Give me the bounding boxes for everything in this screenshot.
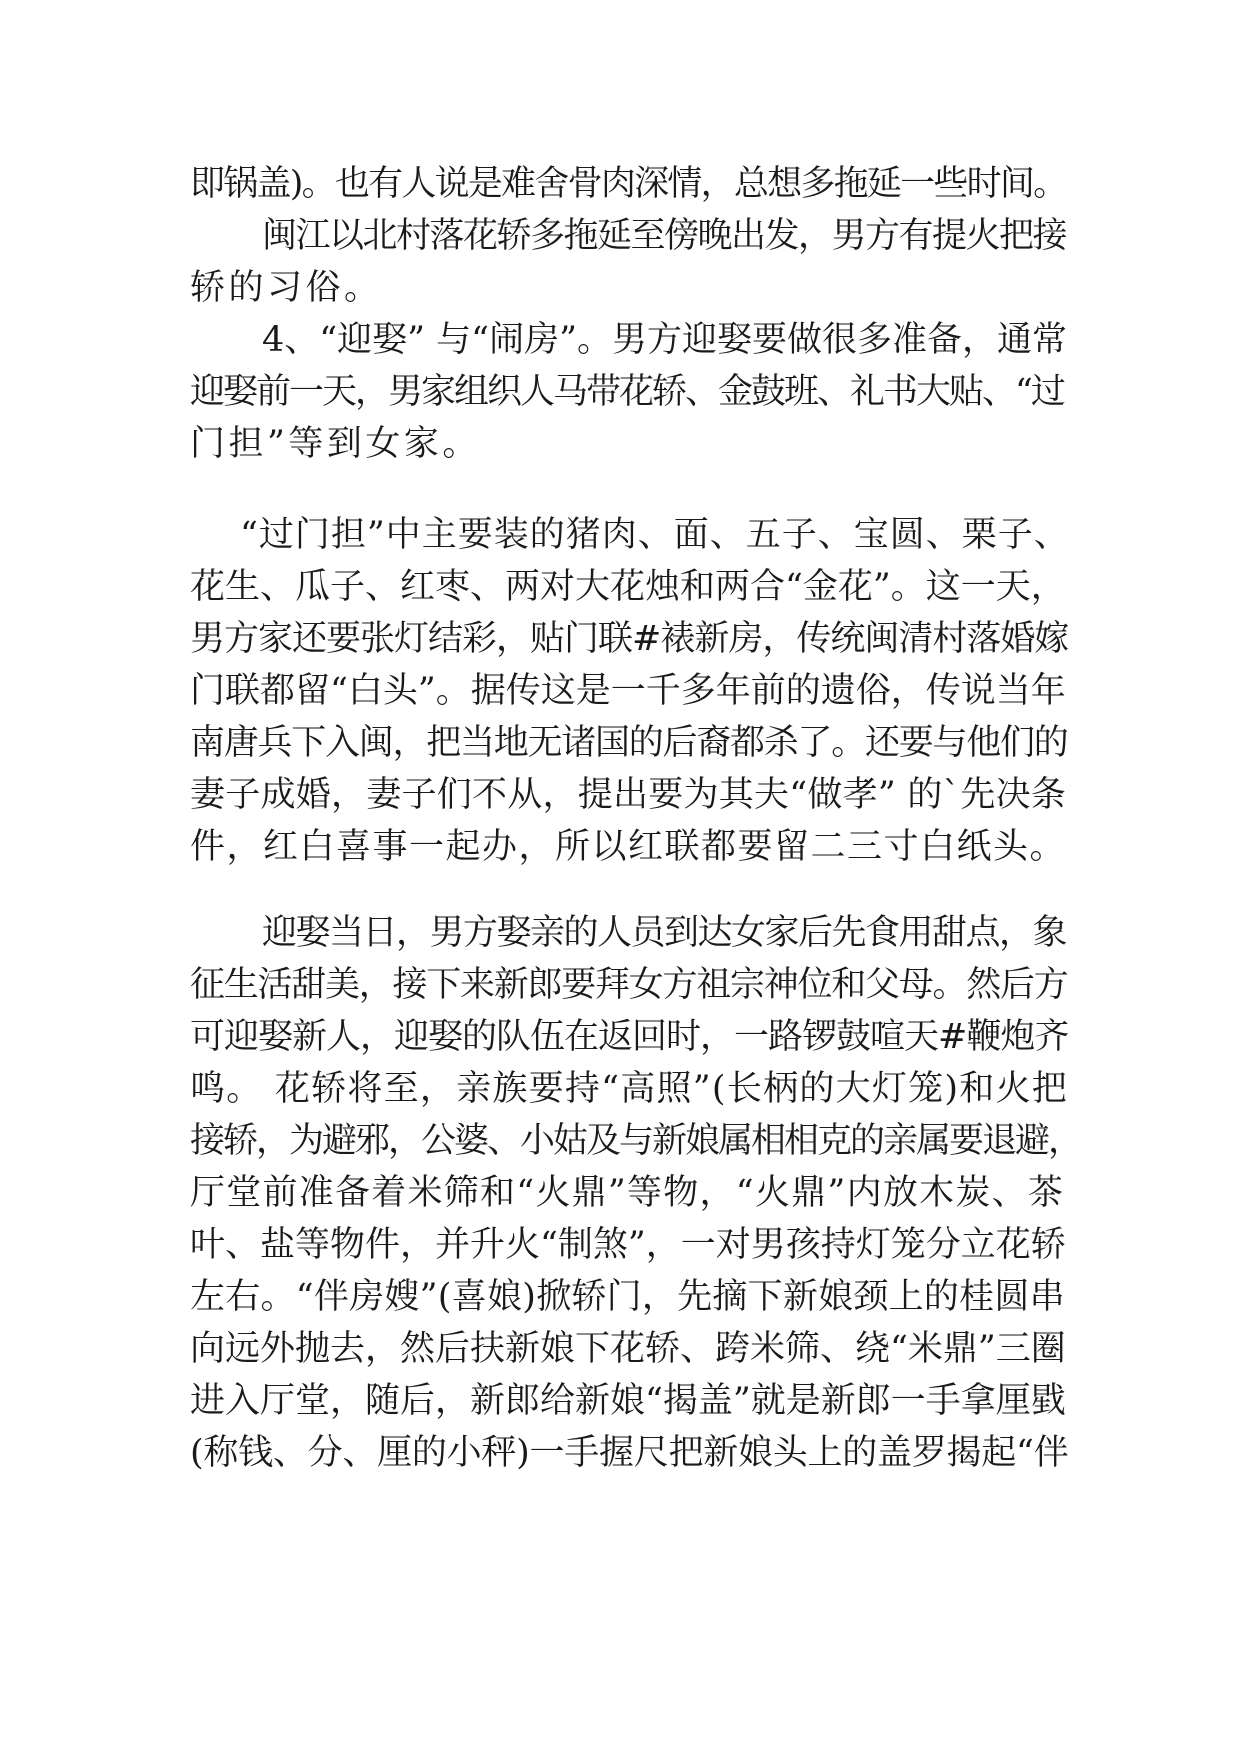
text-line: 进入厅堂，随后，新郎给新娘“揭盖”就是新郎一手拿厘戥 xyxy=(190,1381,1066,1421)
text-line: 闽江以北村落花轿多拖延至傍晚出发，男方有提火把接 xyxy=(262,216,1067,256)
text-line: 可迎娶新人，迎娶的队伍在返回时，一路锣鼓喧天#鞭炮齐 xyxy=(190,1017,1069,1057)
text-line: 男方家还要张灯结彩，贴门联#裱新房，传统闽清村落婚嫁 xyxy=(190,619,1069,659)
text-line: 迎娶当日，男方娶亲的人员到达女家后先食用甜点，象 xyxy=(262,913,1067,953)
text-line: 轿的习俗。 xyxy=(190,268,383,308)
text-line: 征生活甜美，接下来新郎要拜女方祖宗神位和父母。然后方 xyxy=(190,965,1068,1005)
text-line: 门担”等到女家。 xyxy=(190,424,481,464)
text-line: 即锅盖)。也有人说是难舍骨肉深情，总想多拖延一些时间。 xyxy=(190,164,1067,204)
text-line: 南唐兵下入闽，把当地无诸国的后裔都杀了。还要与他们的 xyxy=(190,723,1068,763)
text-line: 叶、盐等物件，并升火“制煞”，一对男孩持灯笼分立花轿 xyxy=(190,1225,1066,1265)
text-line: 接轿，为避邪，公婆、小姑及与新娘属相相克的亲属要退避， xyxy=(190,1121,1082,1161)
text-line: “过门担”中主要装的猪肉、面、五子、宝圆、栗子、 xyxy=(240,515,1070,555)
text-line: 4、“迎娶” 与“闹房”。男方迎娶要做很多准备，通常 xyxy=(262,320,1067,360)
text-line: 门联都留“白头”。据传这是一千多年前的遗俗，传说当年 xyxy=(190,671,1066,711)
text-line: 花生、瓜子、红枣、两对大花烛和两合“金花”。这一天， xyxy=(190,567,1066,607)
text-line: 左右。“伴房嫂”(喜娘)掀轿门，先摘下新娘颈上的桂圆串 xyxy=(190,1277,1065,1317)
text-line: 向远外抛去，然后扶新娘下花轿、跨米筛、绕“米鼎”三圈 xyxy=(190,1329,1066,1369)
text-line: 妻子成婚，妻子们不从，提出要为其夫“做孝” 的`先决条 xyxy=(190,775,1067,815)
text-line: 厅堂前准备着米筛和“火鼎”等物，“火鼎”内放木炭、茶 xyxy=(190,1173,1065,1213)
text-line: 鸣。 花轿将至，亲族要持“高照”(长柄的大灯笼)和火把 xyxy=(190,1069,1068,1109)
text-line: 迎娶前一天，男家组织人马带花轿、金鼓班、礼书大贴、“过 xyxy=(190,372,1064,412)
text-line: 件，红白喜事一起办，所以红联都要留二三寸白纸头。 xyxy=(190,827,1067,867)
text-line: (称钱、分、厘的小秤)一手握尺把新娘头上的盖罗揭起“伴 xyxy=(190,1433,1069,1473)
